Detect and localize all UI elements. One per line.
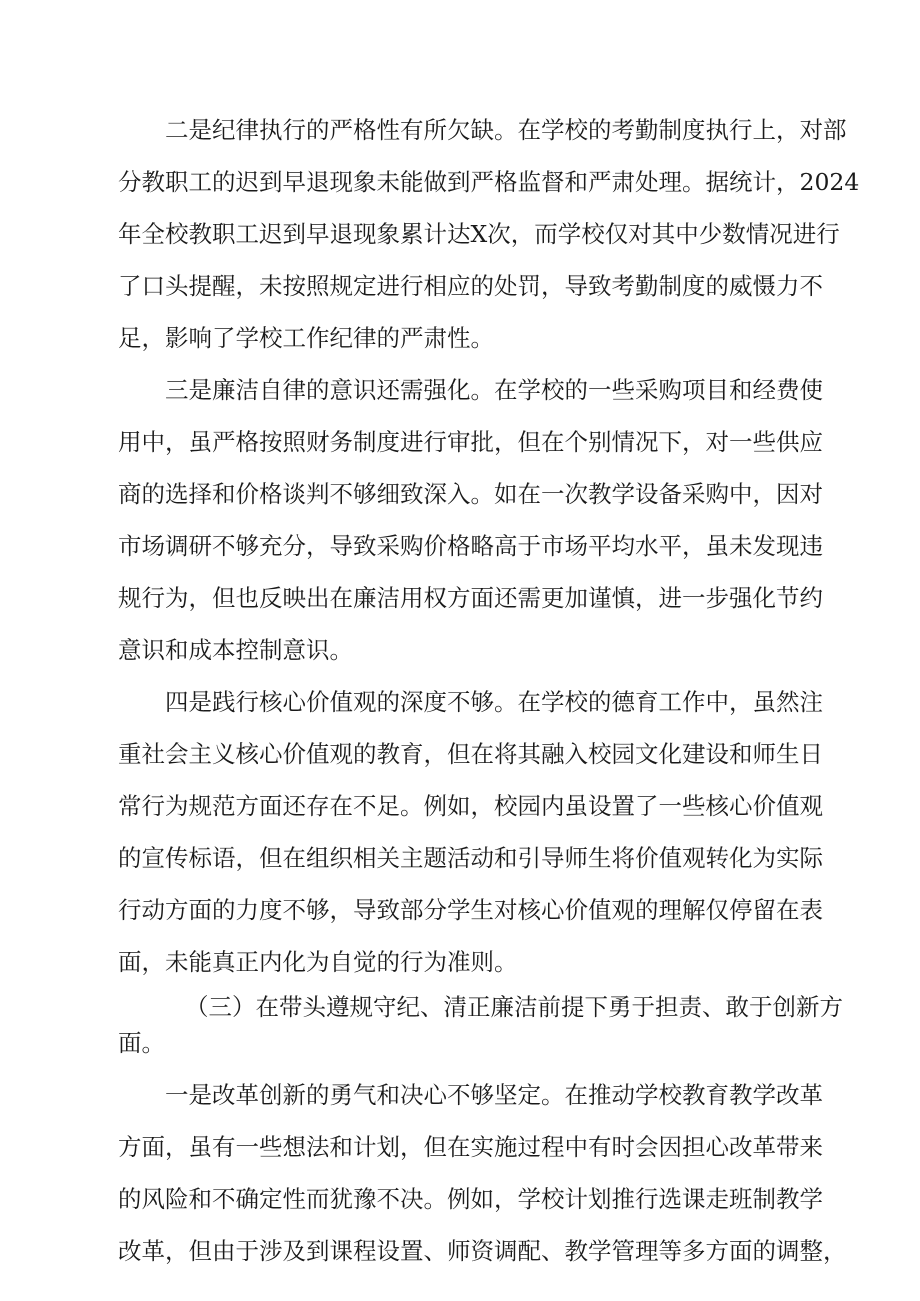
paragraph-line: 分教职工的迟到早退现象未能做到严格监督和严肃处理。据统计，2024: [118, 168, 860, 196]
paragraph-line: 商的选择和价格谈判不够细致深入。如在一次教学设备采购中，因对: [118, 480, 823, 508]
paragraph-line: 市场调研不够充分，导致采购价格略高于市场平均水平，虽未发现违: [118, 532, 823, 560]
paragraph-line: 年全校教职工迟到早退现象累计达X次，而学校仅对其中少数情况进行: [118, 220, 840, 248]
paragraph-line: 方面，虽有一些想法和计划，但在实施过程中有时会因担心改革带来: [118, 1133, 823, 1161]
section-heading-line: （三）在带头遵规守纪、清正廉洁前提下勇于担责、敢于创新方: [185, 993, 843, 1021]
paragraph-line: 行动方面的力度不够，导致部分学生对核心价值观的理解仅停留在表: [118, 896, 823, 924]
paragraph-line: 改革，但由于涉及到课程设置、师资调配、教学管理等多方面的调整，: [118, 1237, 847, 1265]
paragraph-line: 二是纪律执行的严格性有所欠缺。在学校的考勤制度执行上，对部: [165, 116, 847, 144]
paragraph-line: 的宣传标语，但在组织相关主题活动和引导师生将价值观转化为实际: [118, 844, 823, 872]
paragraph-line: 四是践行核心价值观的深度不够。在学校的德育工作中，虽然注: [165, 688, 823, 716]
paragraph-line: 的风险和不确定性而犹豫不决。例如，学校计划推行选课走班制教学: [118, 1185, 823, 1213]
paragraph-line: 重社会主义核心价值观的教育，但在将其融入校园文化建设和师生日: [118, 740, 823, 768]
paragraph-line: 意识和成本控制意识。: [118, 636, 353, 664]
paragraph-line: 了口头提醒，未按照规定进行相应的处罚，导致考勤制度的威慑力不: [118, 272, 823, 300]
paragraph-line: 规行为，但也反映出在廉洁用权方面还需更加谨慎，进一步强化节约: [118, 584, 823, 612]
paragraph-line: 一是改革创新的勇气和决心不够坚定。在推动学校教育教学改革: [165, 1081, 823, 1109]
section-heading-line: 面。: [118, 1029, 165, 1057]
paragraph-line: 三是廉洁自律的意识还需强化。在学校的一些采购项目和经费使: [165, 376, 823, 404]
paragraph-line: 用中，虽严格按照财务制度进行审批，但在个别情况下，对一些供应: [118, 428, 823, 456]
paragraph-line: 面，未能真正内化为自觉的行为准则。: [118, 948, 518, 976]
paragraph-line: 常行为规范方面还存在不足。例如，校园内虽设置了一些核心价值观: [118, 792, 823, 820]
paragraph-line: 足，影响了学校工作纪律的严肃性。: [118, 324, 494, 352]
